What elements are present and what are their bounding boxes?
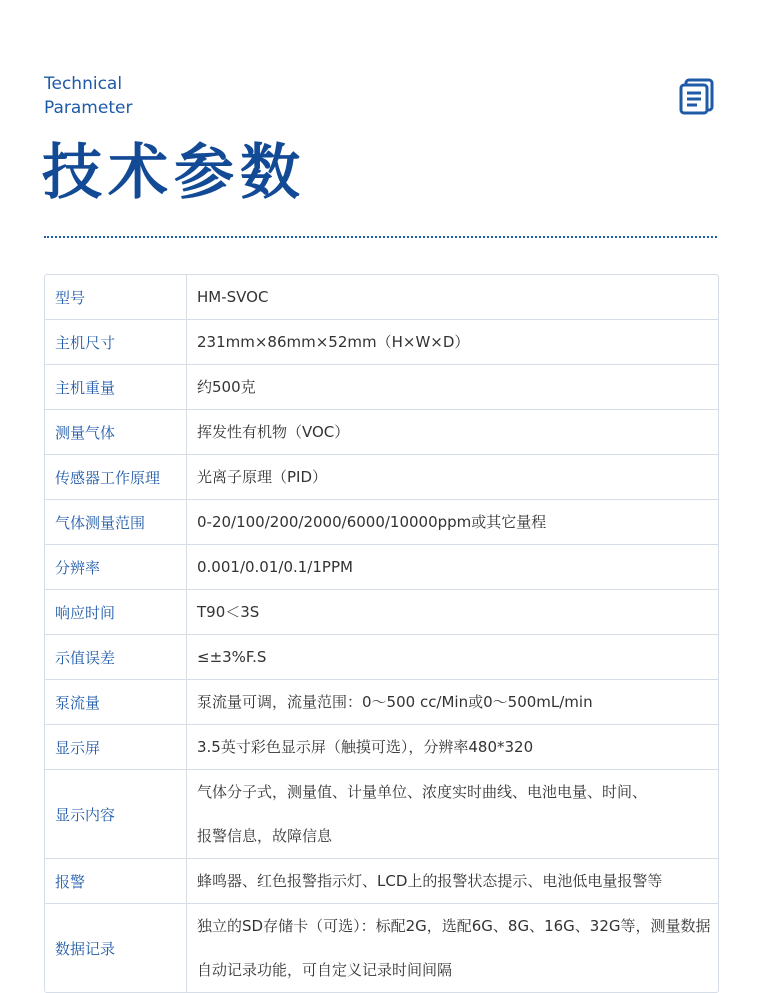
param-value-line: 蜂鸣器、红色报警指示灯、LCD上的报警状态提示、电池低电量报警等 [197, 872, 663, 890]
param-value-line: ≤±3%F.S [197, 648, 267, 666]
table-row [45, 320, 718, 365]
param-value-line: HM-SVOC [197, 288, 269, 306]
param-value [187, 635, 719, 680]
param-value [187, 590, 719, 635]
param-value [187, 320, 719, 365]
table-row [45, 770, 718, 859]
param-label: 主机重量 [45, 365, 187, 410]
param-value-line: T90＜3S [197, 603, 260, 621]
table-row [45, 680, 718, 725]
param-label: 气体测量范围 [45, 500, 187, 545]
param-value [187, 275, 719, 320]
table-row [45, 545, 718, 590]
param-label: 分辨率 [45, 545, 187, 590]
param-label: 泵流量 [45, 680, 187, 725]
param-label: 数据记录 [45, 904, 187, 993]
table-row [45, 410, 718, 455]
spec-table-body [45, 275, 718, 992]
table-row [45, 904, 718, 993]
param-value [187, 455, 719, 500]
param-value [187, 904, 719, 993]
param-label: 报警 [45, 859, 187, 904]
table-row [45, 590, 718, 635]
param-value-line: 光离子原理（PID） [197, 468, 328, 486]
param-value-line: 泵流量可调，流量范围：0～500 cc/Min或0～500mL/min [197, 693, 593, 711]
param-value-line: 独立的SD存储卡（可选）：标配2G，选配6G、8G、16G、32G等，测量数据 [197, 917, 711, 935]
param-label: 测量气体 [45, 410, 187, 455]
param-value [187, 365, 719, 410]
param-value [187, 859, 719, 904]
param-value-line: 231mm×86mm×52mm（H×W×D） [197, 333, 470, 351]
param-value-line: 报警信息，故障信息 [197, 827, 333, 845]
table-row [45, 725, 718, 770]
table-row [45, 635, 718, 680]
param-label: 主机尺寸 [45, 320, 187, 365]
param-value-line: 挥发性有机物（VOC） [197, 423, 350, 441]
table-row [45, 365, 718, 410]
table-row [45, 500, 718, 545]
dotted-divider [44, 236, 717, 238]
table-row [45, 275, 718, 320]
param-value [187, 545, 719, 590]
param-label: 响应时间 [45, 590, 187, 635]
param-value-line: 气体分子式，测量值、计量单位、浓度实时曲线、电池电量、时间、 [197, 783, 648, 801]
param-value [187, 725, 719, 770]
param-value-line: 0.001/0.01/0.1/1PPM [197, 558, 353, 576]
english-heading-line2: Parameter [44, 98, 133, 118]
document-list-icon [679, 77, 717, 115]
param-value [187, 770, 719, 859]
table-row [45, 859, 718, 904]
english-heading-line1: Technical [44, 74, 123, 94]
english-heading [44, 72, 132, 120]
param-value-line: 自动记录功能，可自定义记录时间间隔 [197, 961, 453, 979]
table-row [45, 455, 718, 500]
param-label: 示值误差 [45, 635, 187, 680]
param-value [187, 410, 719, 455]
param-value [187, 500, 719, 545]
param-label: 显示屏 [45, 725, 187, 770]
spec-table [44, 274, 719, 993]
param-value-line: 约500克 [197, 378, 256, 396]
param-label: 型号 [45, 275, 187, 320]
param-label: 显示内容 [45, 770, 187, 859]
param-value-line: 3.5英寸彩色显示屏（触摸可选），分辨率480*320 [197, 738, 534, 756]
param-value-line: 0-20/100/200/2000/6000/10000ppm或其它量程 [197, 513, 547, 531]
param-label: 传感器工作原理 [45, 455, 187, 500]
param-value [187, 680, 719, 725]
page-title: 技术参数 [42, 138, 306, 208]
